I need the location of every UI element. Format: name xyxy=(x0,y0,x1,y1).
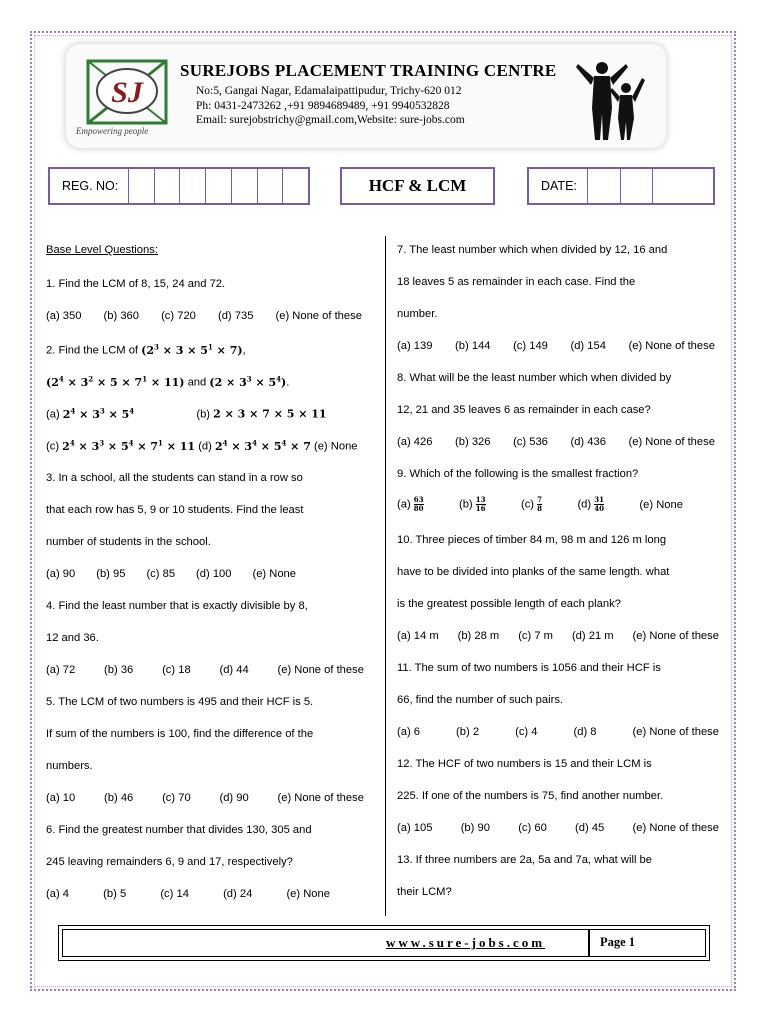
option: (c) 18 xyxy=(162,664,191,676)
q1-options xyxy=(46,310,362,322)
option: (d) 154 xyxy=(570,340,606,352)
reg-no-field[interactable] xyxy=(48,167,310,205)
company-logo xyxy=(84,57,170,127)
question-2: 2. Find the LCM of $(2^3 \times 3 \times 5^1 \times 7)$, xyxy=(46,342,246,357)
option: (b) 326 xyxy=(455,436,491,448)
column-divider xyxy=(385,236,386,916)
fraction: $\frac{63}{80}$ xyxy=(413,495,424,513)
option: (a) 10 xyxy=(46,792,76,804)
option: (e) None of these xyxy=(628,340,715,352)
date-field[interactable] xyxy=(527,167,715,205)
q5-options xyxy=(46,792,364,804)
math-expression: $2^4 \times 3^3 \times 5^4$ xyxy=(62,406,135,421)
question-7-line: 18 leaves 5 as remainder in each case. Find the xyxy=(397,276,636,288)
option: (b) 36 xyxy=(104,664,134,676)
question-7-line: 7. The least number which when divided by 12, 16 and xyxy=(397,244,668,256)
question-13-line: their LCM? xyxy=(397,886,452,898)
option: (b) 2 xyxy=(456,726,480,738)
tagline: Empowering people xyxy=(76,126,149,136)
option: (d) 24 xyxy=(223,888,253,900)
address: No:5, Gangai Nagar, Edamalaipattipudur, Trichy-620 012 xyxy=(196,85,462,97)
question-3-line: number of students in the school. xyxy=(46,536,211,548)
option: (d) $\frac{31}{40}$ xyxy=(577,495,604,513)
option: (b) 90 xyxy=(460,822,490,834)
option: (d) 100 xyxy=(196,568,232,580)
option: (c) 720 xyxy=(161,310,196,322)
option: (b) 144 xyxy=(455,340,491,352)
question-8-line: 8. What will be the least number which when divided by xyxy=(397,372,672,384)
option: (d) 45 xyxy=(575,822,605,834)
people-silhouette-icon xyxy=(572,58,652,142)
question-1: 1. Find the LCM of 8, 15, 24 and 72. xyxy=(46,278,226,290)
option: (e) None xyxy=(286,888,330,900)
question-4-line: 12 and 36. xyxy=(46,632,99,644)
option: (a) 350 xyxy=(46,310,82,322)
question-11-line: 11. The sum of two numbers is 1056 and their HCF is xyxy=(397,662,661,674)
question-10-line: have to be divided into planks of the same length. what xyxy=(397,566,670,578)
fraction: $\frac{7}{8}$ xyxy=(537,495,542,513)
option: (a) 426 xyxy=(397,436,433,448)
math-expression: $2^4 \times 3^3 \times 5^4 \times 7^1 \times 11$ xyxy=(62,438,196,453)
option: (b) 28 m xyxy=(457,630,500,642)
option: (e) None xyxy=(639,498,683,511)
q2-options-row2: (c) $2^4 \times 3^3 \times 5^4 \times 7^1 \times 11$ (d) $2^4 \times 3^4 \times 5^4 \times 7$ (e) None xyxy=(46,438,358,453)
q11-options xyxy=(397,726,719,738)
question-11-line: 66, find the number of such pairs. xyxy=(397,694,564,706)
reg-no-cell[interactable] xyxy=(257,169,283,203)
option: (e) None of these xyxy=(632,726,719,738)
option: (c) 70 xyxy=(162,792,191,804)
option: (e) None of these xyxy=(632,630,719,642)
option: (a) 6 xyxy=(397,726,421,738)
phone: Ph: 0431-2473262 ,+91 9894689489, +91 9940532828 xyxy=(196,100,450,112)
option: (e) None of these xyxy=(277,664,364,676)
question-13-line: 13. If three numbers are 2a, 5a and 7a, what will be xyxy=(397,854,652,866)
fraction: $\frac{31}{40}$ xyxy=(594,495,604,513)
option: (a) 4 xyxy=(46,888,70,900)
question-4-line: 4. Find the least number that is exactly divisible by 8, xyxy=(46,600,308,612)
question-6-line: 6. Find the greatest number that divides 130, 305 and xyxy=(46,824,312,836)
option: (a) 72 xyxy=(46,664,76,676)
option: (c) 60 xyxy=(518,822,547,834)
option: (b) 46 xyxy=(104,792,134,804)
question-12-line: 225. If one of the numbers is 75, find another number. xyxy=(397,790,664,802)
question-5-line: If sum of the numbers is 100, find the difference of the xyxy=(46,728,314,740)
option: (e) None of these xyxy=(277,792,364,804)
reg-no-cell[interactable] xyxy=(282,169,308,203)
q8-options xyxy=(397,436,715,448)
option: (d) 735 xyxy=(217,310,254,322)
math-expression: 2 × 3 × 7 × 5 × 11 xyxy=(213,407,327,421)
question-3-line: that each row has 5, 9 or 10 students. Find the least xyxy=(46,504,304,516)
math-expression: $(2^4 \times 3^2 \times 5 \times 7^1 \times 11)$ xyxy=(46,374,185,389)
option: (c) $\frac{7}{8}$ xyxy=(520,495,542,513)
q4-options xyxy=(46,664,364,676)
option: (c) 536 xyxy=(513,436,548,448)
question-5-line: 5. The LCM of two numbers is 495 and their HCF is 5. xyxy=(46,696,314,708)
option: (d) 436 xyxy=(570,436,606,448)
footer-divider xyxy=(588,929,590,957)
option: (e) None of these xyxy=(628,436,715,448)
worksheet-title: HCF & LCM xyxy=(340,167,495,205)
option: (b) 5 xyxy=(103,888,127,900)
fraction: $\frac{13}{16}$ xyxy=(475,495,486,513)
math-expression: $(2 \times 3^3 \times 5^4)$ xyxy=(209,374,287,389)
section-title: Base Level Questions: xyxy=(46,244,158,256)
question-10-line: is the greatest possible length of each plank? xyxy=(397,598,621,610)
option: (b) $\frac{13}{16}$ xyxy=(458,495,486,513)
q6-options xyxy=(46,888,330,900)
company-name: SUREJOBS PLACEMENT TRAINING CENTRE xyxy=(180,61,557,80)
date-cell[interactable] xyxy=(620,169,653,203)
math-expression: $2^4 \times 3^4 \times 5^4 \times 7$ xyxy=(215,438,311,453)
option: (a) 139 xyxy=(397,340,433,352)
option: (a) $\frac{63}{80}$ xyxy=(397,495,424,513)
option: (e) None xyxy=(252,568,296,580)
question-6-line: 245 leaving remainders 6, 9 and 17, respectively? xyxy=(46,856,293,868)
option: (c) 85 xyxy=(146,568,176,580)
option: (a) 14 m xyxy=(397,630,439,642)
q3-options xyxy=(46,568,296,580)
question-7-line: number. xyxy=(397,308,438,320)
option: (e) None of these xyxy=(275,310,362,322)
q7-options xyxy=(397,340,715,352)
math-expression: $(2^3 \times 3 \times 5^1 \times 7)$ xyxy=(141,342,243,357)
option: (b) 95 xyxy=(96,568,126,580)
q12-options xyxy=(397,822,719,834)
option: (b) 360 xyxy=(103,310,139,322)
reg-no-cell[interactable] xyxy=(179,169,205,203)
question-8-line: 12, 21 and 35 leaves 6 as remainder in each case? xyxy=(397,404,651,416)
question-2-cont: $(2^4 \times 3^2 \times 5 \times 7^1 \times 11)$ and $(2 \times 3^3 \times 5^4)$. xyxy=(46,374,290,389)
q9-options xyxy=(397,496,683,513)
reg-no-cell[interactable] xyxy=(231,169,257,203)
reg-no-label: REG. NO: xyxy=(62,179,119,193)
page-number: Page 1 xyxy=(600,935,636,949)
date-cell[interactable] xyxy=(652,169,713,203)
option: (d) 8 xyxy=(573,726,597,738)
option: (c) 4 xyxy=(515,726,538,738)
date-label: DATE: xyxy=(541,179,577,193)
option: (d) 44 xyxy=(219,664,249,676)
question-9: 9. Which of the following is the smallest fraction? xyxy=(397,468,639,480)
option: (a) 105 xyxy=(397,822,433,834)
option: (a) 90 xyxy=(46,568,76,580)
q2-options-row1: (a) $2^4 \times 3^3 \times 5^4$ (b) 2 × 3 × 7 × 5 × 11 xyxy=(46,406,327,421)
option: (e) None of these xyxy=(632,822,719,834)
option: (c) 14 xyxy=(160,888,189,900)
svg-text:SJ: SJ xyxy=(111,76,143,109)
reg-no-cell[interactable] xyxy=(205,169,231,203)
date-cell[interactable] xyxy=(587,169,620,203)
option: (c) 7 m xyxy=(518,630,553,642)
q10-options xyxy=(397,630,719,642)
question-10-line: 10. Three pieces of timber 84 m, 98 m and 126 m long xyxy=(397,534,667,546)
option: (c) 149 xyxy=(513,340,548,352)
reg-no-cell[interactable] xyxy=(128,169,154,203)
reg-no-cell[interactable] xyxy=(154,169,180,203)
question-3-line: 3. In a school, all the students can stand in a row so xyxy=(46,472,303,484)
question-12-line: 12. The HCF of two numbers is 15 and their LCM is xyxy=(397,758,652,770)
footer-website-link[interactable]: www.sure-jobs.com xyxy=(386,935,546,950)
question-5-line: numbers. xyxy=(46,760,93,772)
option: (d) 90 xyxy=(219,792,249,804)
option: (d) 21 m xyxy=(571,630,614,642)
email: Email: surejobstrichy@gmail.com,Website: sure-jobs.com xyxy=(196,114,465,126)
